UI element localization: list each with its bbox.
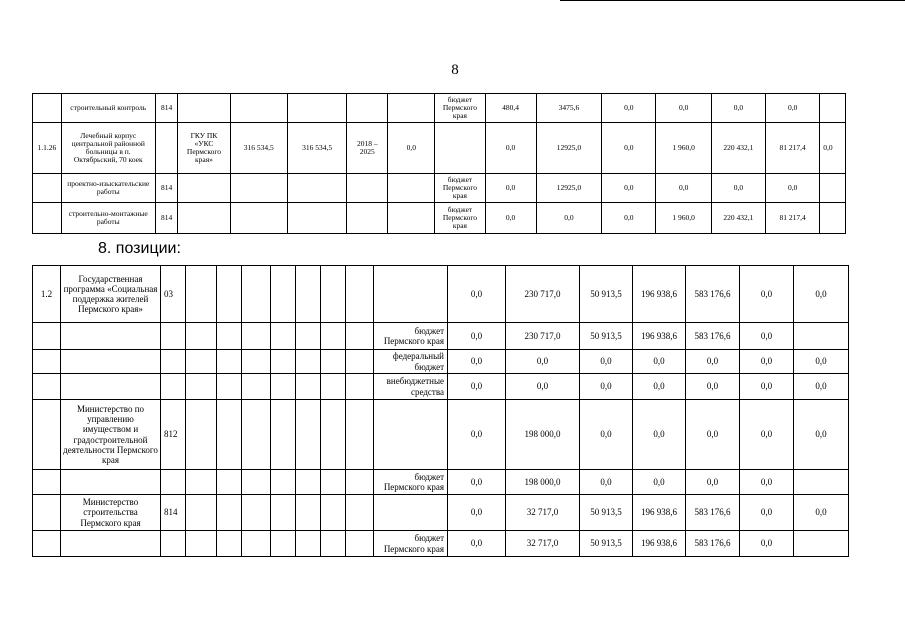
empty-cell [186, 374, 217, 400]
empty-cell [346, 470, 374, 495]
amount-cell: 81 217,4 [766, 203, 820, 234]
cost-cell [287, 174, 346, 203]
amount-cell: 230 717,0 [506, 266, 580, 323]
amount-cell: 220 432,1 [711, 203, 765, 234]
amount-cell: 0,0 [448, 495, 506, 531]
top-rule [560, 0, 905, 1]
amount-cell: 50 913,5 [580, 531, 633, 557]
page-number: 8 [451, 62, 459, 78]
name-cell: проектно-изыскательские работы [61, 174, 155, 203]
empty-cell [271, 350, 296, 374]
amount-cell: 0,0 [656, 174, 711, 203]
cost-cell: 316 534,5 [287, 123, 346, 174]
empty-cell [321, 531, 346, 557]
table-row [33, 495, 849, 531]
period-cell [347, 203, 388, 234]
amount-cell: 1 960,0 [656, 123, 711, 174]
cost-cell [230, 203, 287, 234]
code-cell [155, 123, 178, 174]
empty-cell [242, 374, 271, 400]
amount-cell: 1 960,0 [656, 203, 711, 234]
empty-cell [321, 374, 346, 400]
name-cell: Государственная программа «Социальная поддержка жителей Пермского края» [61, 266, 161, 323]
name-cell: Лечебный корпус центральной районной больницы в п. Октябрьский, 70 коек [61, 123, 155, 174]
amount-cell [794, 531, 849, 557]
empty-cell [217, 495, 242, 531]
cost-cell [230, 174, 287, 203]
empty-cell [346, 531, 374, 557]
code-cell [161, 323, 186, 350]
empty-cell [321, 350, 346, 374]
name-cell [61, 374, 161, 400]
empty-cell [321, 400, 346, 470]
amount-cell: 50 913,5 [580, 266, 633, 323]
empty-cell [271, 470, 296, 495]
row-number-cell [33, 323, 61, 350]
empty-cell [242, 531, 271, 557]
cost-cell: 316 534,5 [230, 123, 287, 174]
amount-cell: 0,0 [686, 470, 740, 495]
funding-source-cell [435, 123, 485, 174]
table-row [33, 470, 849, 495]
code-cell: 03 [161, 266, 186, 323]
row-number-cell [33, 374, 61, 400]
empty-cell [296, 350, 321, 374]
amount-cell: 0,0 [794, 374, 849, 400]
amount-cell: 0,0 [766, 174, 820, 203]
code-cell: 812 [161, 400, 186, 470]
amount-cell: 0,0 [820, 123, 846, 174]
amount-cell: 0,0 [711, 94, 765, 123]
empty-cell [346, 400, 374, 470]
empty-cell [346, 323, 374, 350]
amount-cell: 0,0 [448, 323, 506, 350]
amount-cell: 0,0 [485, 203, 536, 234]
amount-cell: 0,0 [794, 350, 849, 374]
row-number-cell [33, 531, 61, 557]
empty-cell [296, 374, 321, 400]
budget-table-top [32, 93, 846, 234]
empty-cell [242, 495, 271, 531]
amount-cell: 0,0 [740, 323, 794, 350]
empty-cell [296, 266, 321, 323]
amount-cell: 0,0 [740, 266, 794, 323]
empty-cell [186, 470, 217, 495]
organization-cell [178, 94, 230, 123]
amount-cell: 0,0 [580, 350, 633, 374]
amount-cell: 81 217,4 [766, 123, 820, 174]
cost-cell [287, 94, 346, 123]
table-row [33, 174, 846, 203]
amount-cell: 0,0 [506, 350, 580, 374]
row-number-cell [33, 495, 61, 531]
amount-cell: 0,0 [506, 374, 580, 400]
amount-cell: 0,0 [686, 350, 740, 374]
amount-cell: 196 938,6 [633, 495, 686, 531]
empty-cell [321, 266, 346, 323]
code-cell: 814 [161, 495, 186, 531]
amount-cell: 0,0 [794, 400, 849, 470]
amount-cell: 0,0 [580, 374, 633, 400]
code-cell [161, 350, 186, 374]
amount-cell: 32 717,0 [506, 495, 580, 531]
table-row [33, 374, 849, 400]
name-cell: строительно-монтажные работы [61, 203, 155, 234]
name-cell [61, 531, 161, 557]
amount-cell: 0,0 [448, 400, 506, 470]
amount-cell: 0,0 [448, 531, 506, 557]
funding-source-cell: бюджет Пермского края [374, 470, 448, 495]
name-cell: Министерство строительства Пермского края [61, 495, 161, 531]
amount-cell [794, 470, 849, 495]
amount-cell: 32 717,0 [506, 531, 580, 557]
amount-cell: 583 176,6 [686, 266, 740, 323]
amount-cell: 0,0 [633, 350, 686, 374]
amount-cell: 0,0 [633, 374, 686, 400]
period-cell [347, 174, 388, 203]
empty-cell [186, 323, 217, 350]
empty-cell [321, 470, 346, 495]
cost-cell [287, 203, 346, 234]
empty-cell [296, 400, 321, 470]
amount-cell: 0,0 [766, 94, 820, 123]
empty-cell [217, 350, 242, 374]
empty-cell [346, 374, 374, 400]
amount-cell: 0,0 [633, 400, 686, 470]
table-row [33, 531, 849, 557]
funding-source-cell: бюджет Пермского края [374, 323, 448, 350]
amount-cell: 0,0 [740, 400, 794, 470]
amount-cell: 0,0 [740, 350, 794, 374]
amount-cell: 0,0 [656, 94, 711, 123]
empty-cell [186, 350, 217, 374]
amount-cell [820, 94, 846, 123]
amount-cell: 0,0 [485, 123, 536, 174]
amount-cell: 480,4 [485, 94, 536, 123]
section-heading: 8. позиции: [98, 240, 181, 257]
amount-cell: 196 938,6 [633, 323, 686, 350]
amount-cell: 0,0 [536, 203, 602, 234]
amount-cell: 0,0 [485, 174, 536, 203]
amount-cell: 0,0 [448, 266, 506, 323]
value-cell [388, 203, 435, 234]
empty-cell [271, 495, 296, 531]
funding-source-cell: внебюджетные средства [374, 374, 448, 400]
organization-cell [178, 174, 230, 203]
empty-cell [346, 266, 374, 323]
code-cell: 814 [155, 203, 178, 234]
period-cell [347, 94, 388, 123]
funding-source-cell [374, 495, 448, 531]
amount-cell [820, 174, 846, 203]
empty-cell [242, 323, 271, 350]
empty-cell [186, 266, 217, 323]
empty-cell [242, 470, 271, 495]
organization-cell [178, 203, 230, 234]
empty-cell [242, 350, 271, 374]
amount-cell: 0,0 [602, 123, 656, 174]
amount-cell: 12925,0 [536, 174, 602, 203]
table-row [33, 123, 846, 174]
empty-cell [321, 323, 346, 350]
amount-cell: 0,0 [602, 94, 656, 123]
amount-cell: 220 432,1 [711, 123, 765, 174]
amount-cell: 198 000,0 [506, 470, 580, 495]
amount-cell: 196 938,6 [633, 266, 686, 323]
amount-cell: 0,0 [686, 374, 740, 400]
amount-cell: 0,0 [794, 495, 849, 531]
code-cell [161, 531, 186, 557]
empty-cell [296, 323, 321, 350]
empty-cell [296, 531, 321, 557]
empty-cell [217, 374, 242, 400]
amount-cell: 0,0 [711, 174, 765, 203]
amount-cell: 0,0 [448, 350, 506, 374]
amount-cell: 0,0 [602, 174, 656, 203]
empty-cell [271, 266, 296, 323]
row-number-cell [33, 400, 61, 470]
value-cell [388, 174, 435, 203]
name-cell [61, 350, 161, 374]
name-cell: Министерство по управлению имуществом и градостроительной деятельности Пермского края [61, 400, 161, 470]
amount-cell: 50 913,5 [580, 495, 633, 531]
empty-cell [271, 323, 296, 350]
amount-cell [794, 323, 849, 350]
table-row [33, 350, 849, 374]
empty-cell [242, 400, 271, 470]
funding-source-cell: бюджет Пермского края [374, 531, 448, 557]
row-number-cell: 1.2 [33, 266, 61, 323]
amount-cell: 3475,6 [536, 94, 602, 123]
amount-cell: 12925,0 [536, 123, 602, 174]
amount-cell: 50 913,5 [580, 323, 633, 350]
amount-cell [820, 203, 846, 234]
funding-source-cell [374, 400, 448, 470]
empty-cell [271, 374, 296, 400]
amount-cell: 0,0 [448, 470, 506, 495]
empty-cell [271, 400, 296, 470]
code-cell [161, 470, 186, 495]
amount-cell: 0,0 [448, 374, 506, 400]
empty-cell [321, 495, 346, 531]
empty-cell [186, 400, 217, 470]
amount-cell: 583 176,6 [686, 495, 740, 531]
amount-cell: 0,0 [580, 470, 633, 495]
table-row [33, 323, 849, 350]
table-row [33, 94, 846, 123]
table-row [33, 266, 849, 323]
funding-source-cell [374, 266, 448, 323]
amount-cell: 0,0 [740, 470, 794, 495]
empty-cell [186, 531, 217, 557]
amount-cell: 0,0 [602, 203, 656, 234]
row-number-cell: 1.1.26 [33, 123, 62, 174]
amount-cell: 0,0 [740, 495, 794, 531]
amount-cell: 0,0 [580, 400, 633, 470]
amount-cell: 198 000,0 [506, 400, 580, 470]
funding-source-cell: бюджет Пермского края [435, 203, 485, 234]
row-number-cell [33, 470, 61, 495]
value-cell: 0,0 [388, 123, 435, 174]
empty-cell [296, 495, 321, 531]
period-cell: 2018 – 2025 [347, 123, 388, 174]
amount-cell: 583 176,6 [686, 531, 740, 557]
empty-cell [242, 266, 271, 323]
empty-cell [271, 531, 296, 557]
amount-cell: 0,0 [794, 266, 849, 323]
budget-table-positions [32, 265, 849, 557]
empty-cell [217, 266, 242, 323]
empty-cell [217, 470, 242, 495]
amount-cell: 230 717,0 [506, 323, 580, 350]
funding-source-cell: бюджет Пермского края [435, 94, 485, 123]
amount-cell: 583 176,6 [686, 323, 740, 350]
value-cell [388, 94, 435, 123]
empty-cell [186, 495, 217, 531]
row-number-cell [33, 174, 62, 203]
amount-cell: 0,0 [740, 374, 794, 400]
table-row [33, 400, 849, 470]
funding-source-cell: федеральный бюджет [374, 350, 448, 374]
empty-cell [217, 531, 242, 557]
name-cell [61, 470, 161, 495]
amount-cell: 0,0 [740, 531, 794, 557]
cost-cell [230, 94, 287, 123]
row-number-cell [33, 203, 62, 234]
code-cell: 814 [155, 94, 178, 123]
row-number-cell [33, 94, 62, 123]
empty-cell [346, 495, 374, 531]
code-cell [161, 374, 186, 400]
empty-cell [217, 323, 242, 350]
amount-cell: 196 938,6 [633, 531, 686, 557]
name-cell: строительный контроль [61, 94, 155, 123]
empty-cell [296, 470, 321, 495]
funding-source-cell: бюджет Пермского края [435, 174, 485, 203]
amount-cell: 0,0 [686, 400, 740, 470]
organization-cell: ГКУ ПК «УКС Пермского края» [178, 123, 230, 174]
empty-cell [217, 400, 242, 470]
table-row [33, 203, 846, 234]
amount-cell: 0,0 [633, 470, 686, 495]
name-cell [61, 323, 161, 350]
code-cell: 814 [155, 174, 178, 203]
empty-cell [346, 350, 374, 374]
row-number-cell [33, 350, 61, 374]
